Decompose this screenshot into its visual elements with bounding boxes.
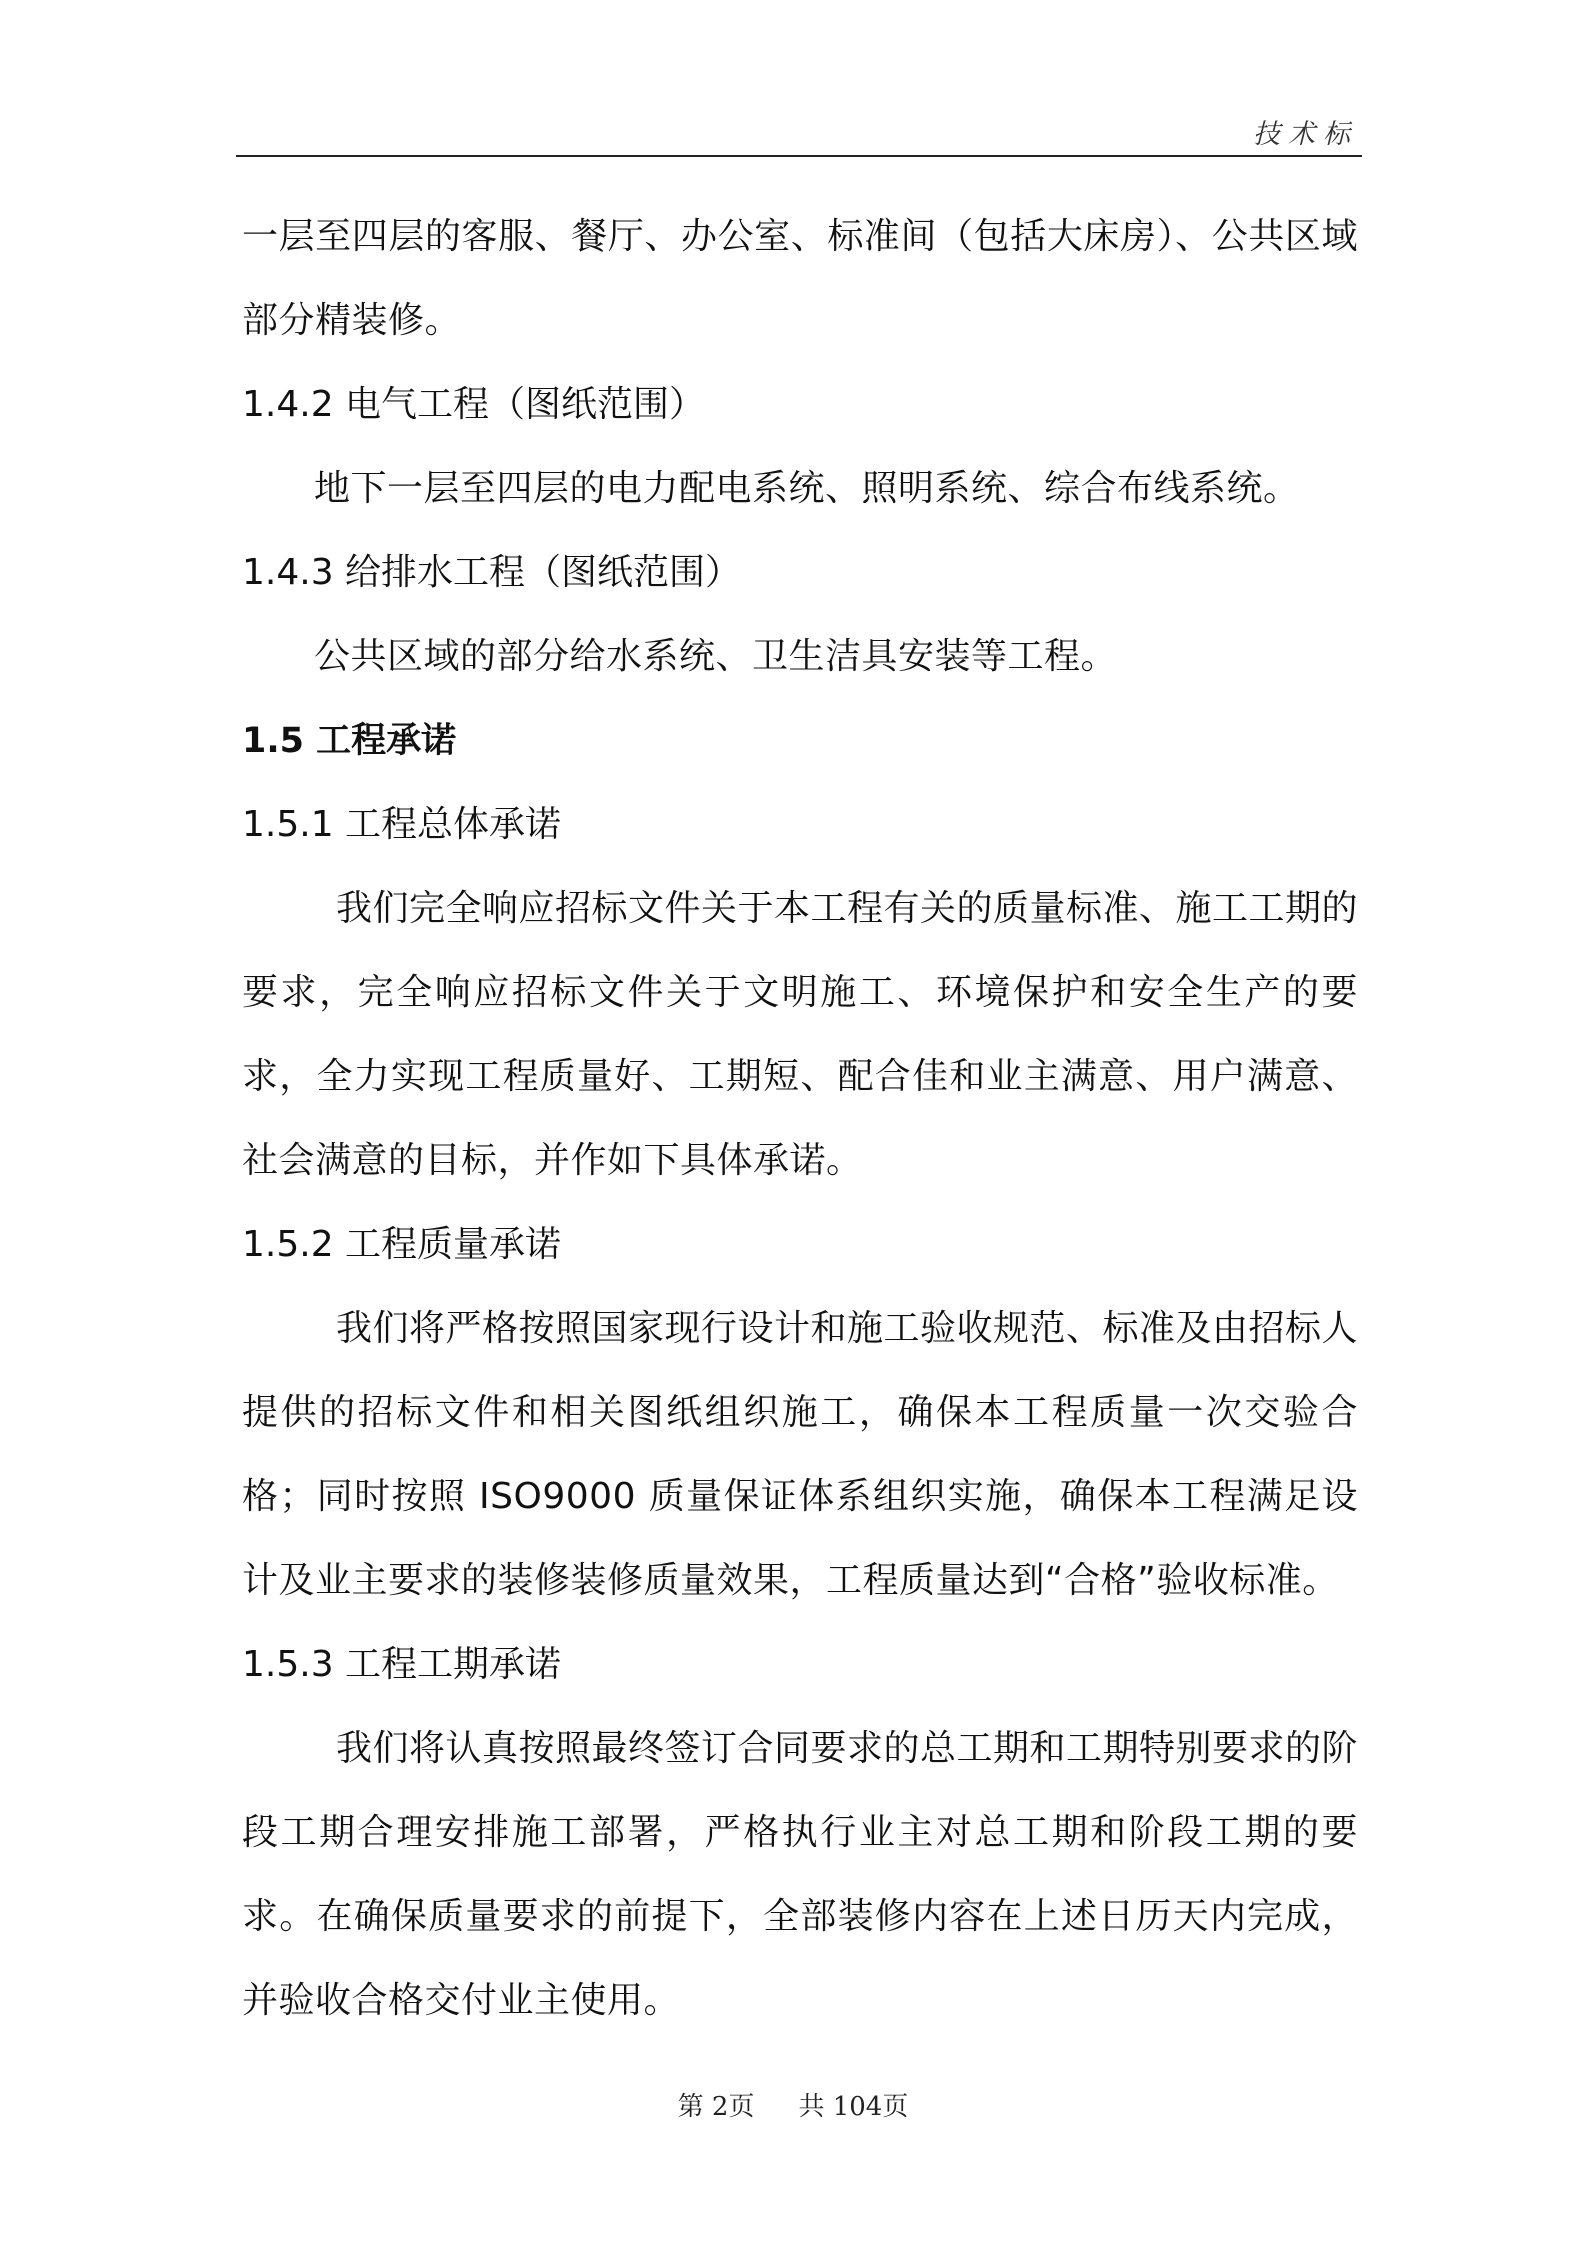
paragraph-overall-commitment: 我们完全响应招标文件关于本工程有关的质量标准、施工工期的要求，完全响应招标文件关于文明施工、环境保护和安全生产的要求，全力实现工程质量好、工期短、配合佳和业主满意、用户满意、社会满意的目标，并作如下具体承诺。 bbox=[242, 888, 1359, 1181]
paragraph-plumbing: 公共区域的部分给水系统、卫生洁具安装等工程。 bbox=[314, 636, 1118, 677]
page-total: 共 104页 bbox=[798, 2092, 909, 2122]
page-content bbox=[242, 195, 1358, 2043]
paragraph-schedule-commitment: 我们将认真按照最终签订合同要求的总工期和工期特别要求的阶段工期合理安排施工部署，严格执行业主对总工期和阶段工期的要求。在确保质量要求的前提下，全部装修内容在上述日历天内完成，并验收合格交付业主使用。 bbox=[242, 1728, 1359, 2021]
paragraph-electrical: 地下一层至四层的电力配电系统、照明系统、综合布线系统。 bbox=[314, 468, 1300, 509]
heading-1-4-2: 1.4.2 电气工程（图纸范围） bbox=[242, 384, 706, 425]
heading-1-5-3: 1.5.3 工程工期承诺 bbox=[242, 1644, 562, 1685]
heading-1-5-2: 1.5.2 工程质量承诺 bbox=[242, 1224, 562, 1265]
paragraph-quality-commitment: 我们将严格按照国家现行设计和施工验收规范、标准及由招标人提供的招标文件和相关图纸组织施工，确保本工程质量一次交验合格；同时按照 ISO9000 质量保证体系组织实施，确保本工程满足设计及业主要求的装修装修质量效果，工程质量达到“合格”验收标准。 bbox=[242, 1308, 1359, 1601]
page-number: 第 2页 bbox=[677, 2092, 755, 2122]
page-footer bbox=[0, 2086, 1586, 2123]
header-label: 技术标 bbox=[1253, 119, 1358, 150]
header-rule bbox=[236, 155, 1362, 157]
heading-1-4-3: 1.4.3 给排水工程（图纸范围） bbox=[242, 552, 742, 593]
heading-1-5: 1.5 工程承诺 bbox=[242, 721, 457, 761]
heading-1-5-1: 1.5.1 工程总体承诺 bbox=[242, 804, 562, 845]
paragraph-scope-decoration: 一层至四层的客服、餐厅、办公室、标准间（包括大床房）、公共区域部分精装修。 bbox=[242, 216, 1358, 341]
